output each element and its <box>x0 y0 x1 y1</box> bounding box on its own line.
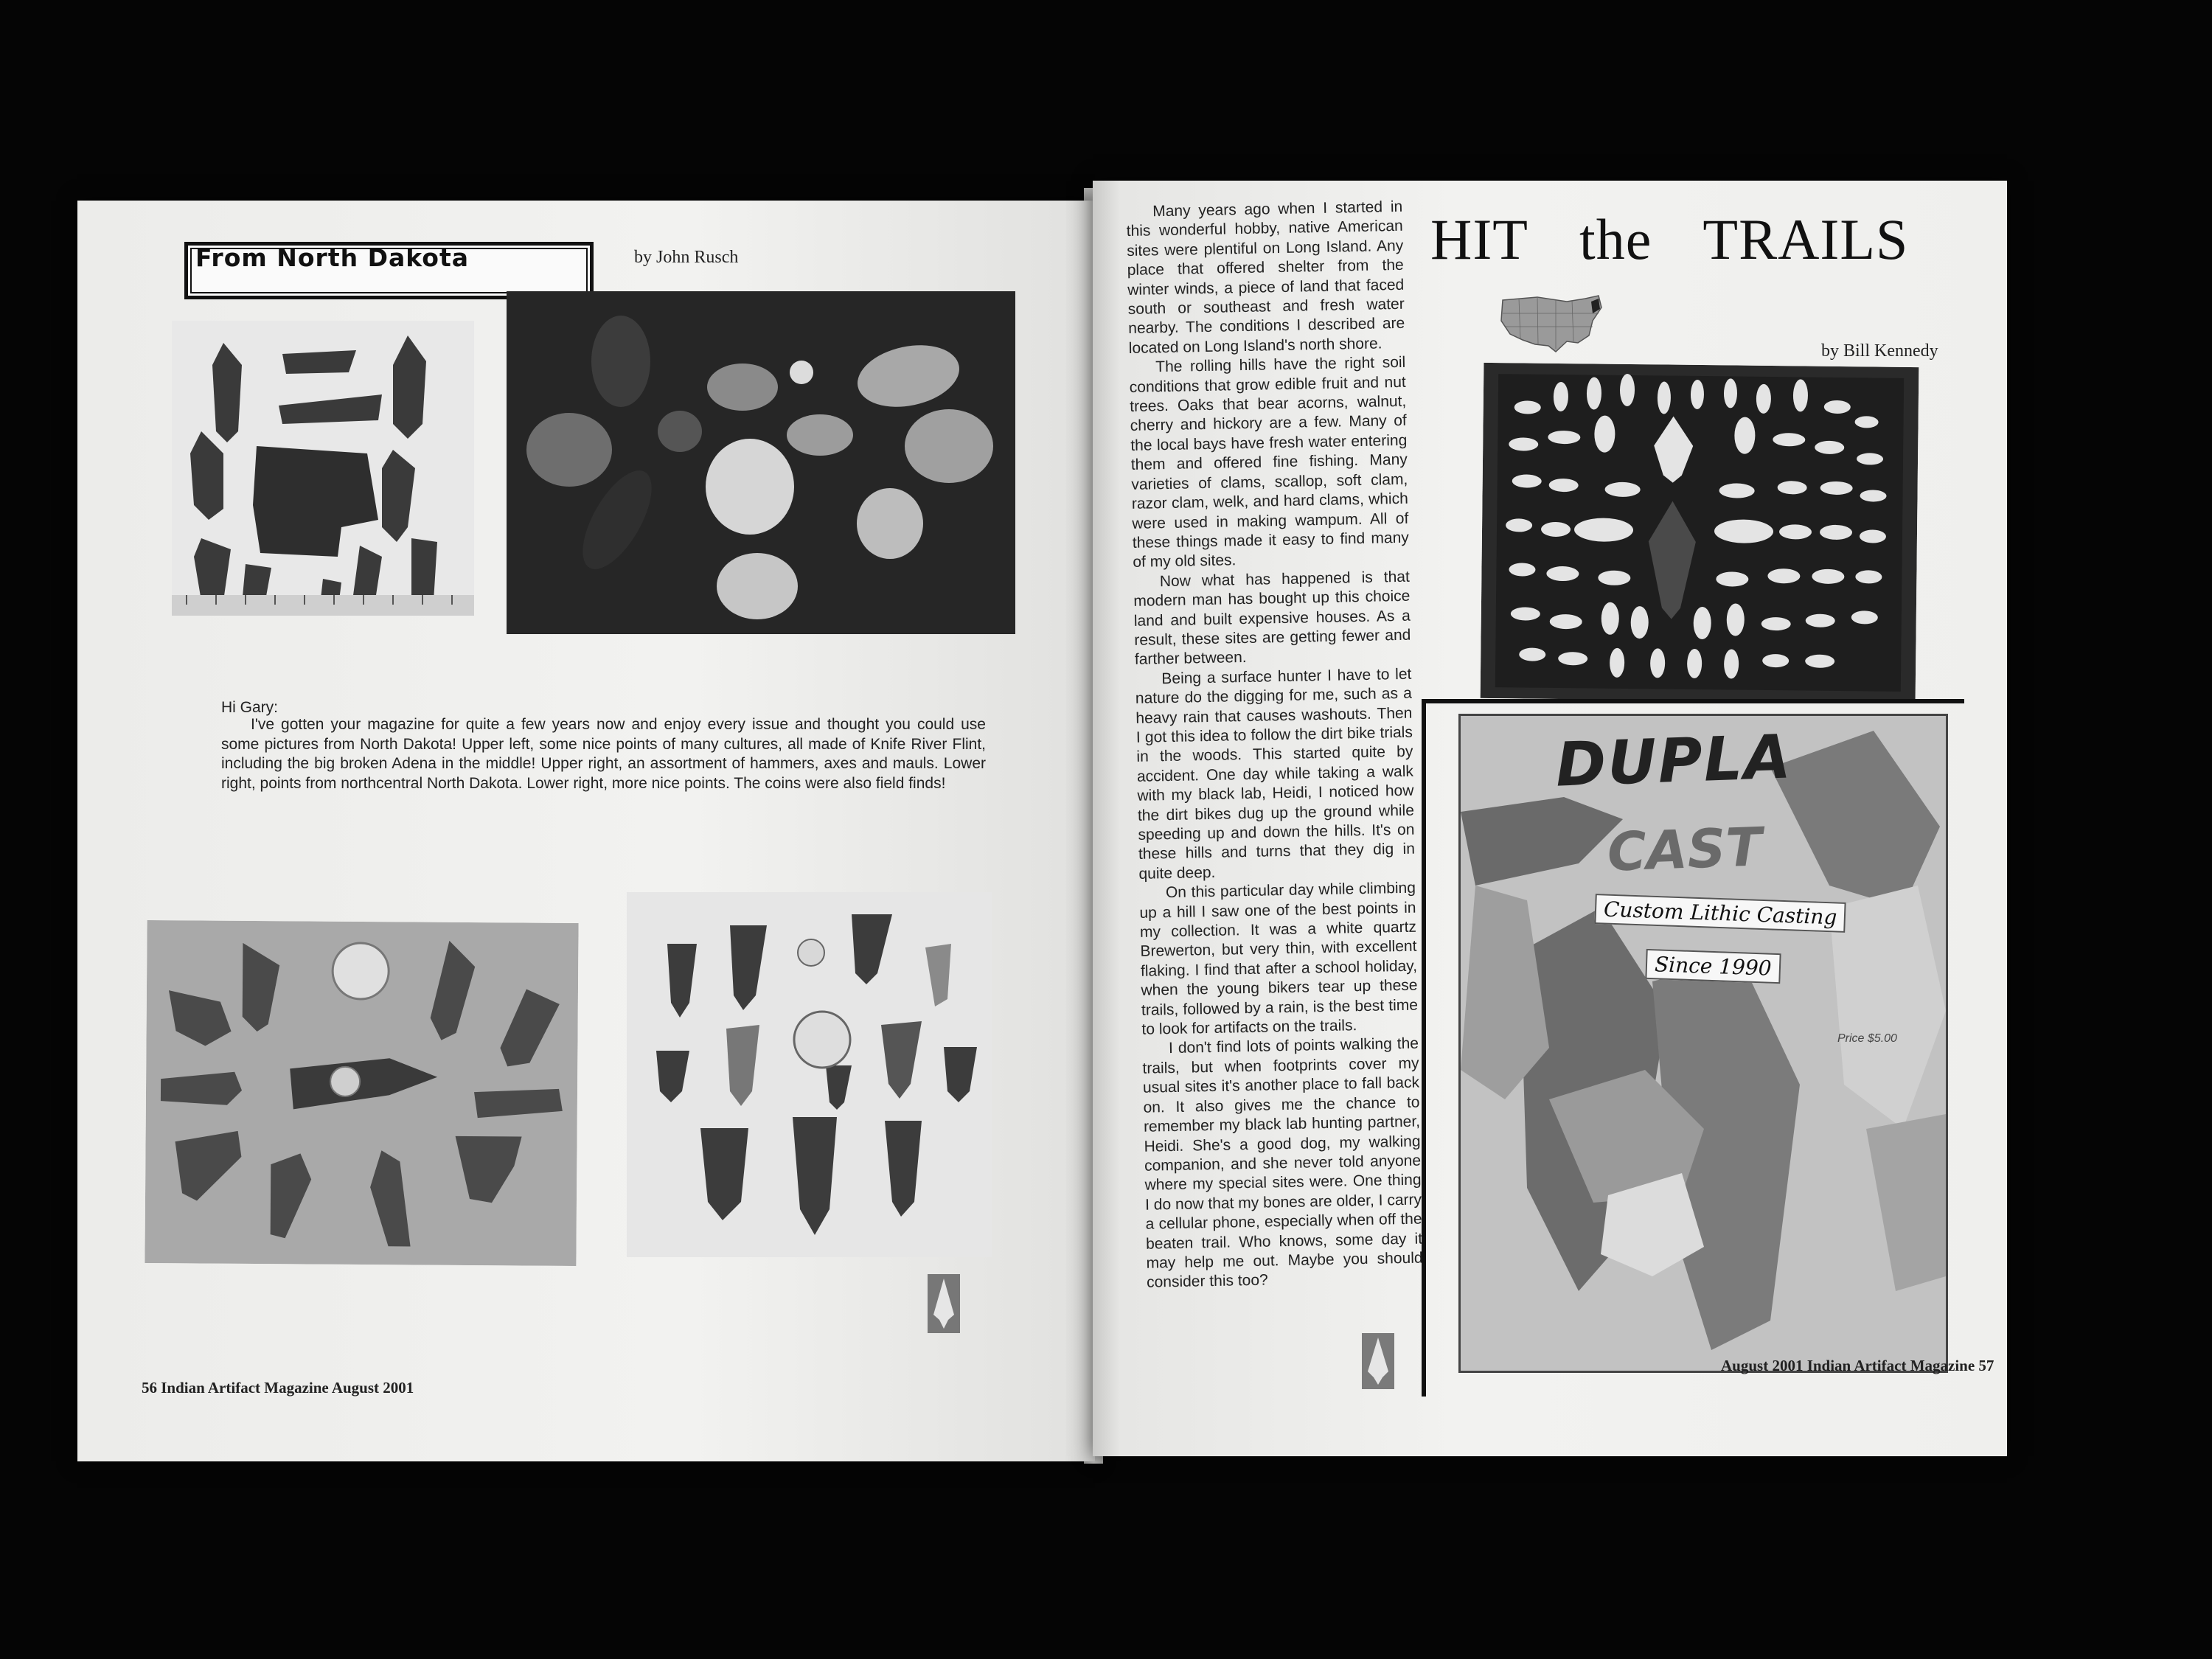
photo-points-collection <box>1481 363 1919 703</box>
byline-right: by Bill Kennedy <box>1821 341 1938 361</box>
photo-hammers-axes-mauls <box>507 291 1015 634</box>
ad-since-label: Since 1990 <box>1645 949 1781 984</box>
headline: HIT the TRAILS <box>1430 207 1909 271</box>
arrowhead-mark-icon <box>1362 1333 1394 1389</box>
byline-left: by John Rusch <box>634 248 739 267</box>
arrowhead-mark-icon <box>928 1274 960 1333</box>
footer-left: 56 Indian Artifact Magazine August 2001 <box>142 1379 414 1397</box>
ad-subtitle: CAST <box>1606 815 1763 883</box>
ad-title: DUPLA <box>1554 722 1794 801</box>
article-paragraph: Now what has happened is that modern man has bought up this choice land and built expensive houses. As a result, these sites are getting fewer and farther between. <box>1133 568 1411 669</box>
article-paragraph: Many years ago when I started in this wonderful hobby, native American sites were plentiful on Long Island. Any place that offered shelter from the winter winds, a piece of land that faced south or southeast and fresh water nearby. The conditions I described are located on Long Island's north shore. <box>1126 198 1405 357</box>
article-paragraph: The rolling hills have the right soil conditions that grow edible fruit and nut trees. Oaks that bear acorns, walnut, cherry and hickory are a few. Many of the local bays have fresh water entering them and offered fine fishing. Many varieties of clams, scallop, soft clam, razor clam, welk, and hard clams, which were used in making wampum. All of these things made it easy to find many of my old sites. <box>1129 354 1410 571</box>
article-paragraph: I don't find lots of points walking the trails, but when footprints cover my usual sites it's another place to fall back on. It also gives me the chance to remember my black lab hunting partner, Heidi. She's a good dog, my walking companion, and she never told anyone where my special sites were. One thing I do now that my bones are older, I carry a cellular phone, especially when off the beaten trail. Who knows, some day it may help me out. Maybe you should consider this too? <box>1142 1035 1423 1292</box>
photo-more-nice-points <box>627 892 992 1257</box>
ad-price: Price $5.00 <box>1837 1032 1897 1045</box>
article-column <box>1126 198 1423 1293</box>
letter-greeting: Hi Gary: <box>221 699 279 716</box>
article-paragraph: On this particular day while climbing up a hill I saw one of the best points in my collection. It was a white quartz Brewerton, but very thin, with excellent flaking. I find that after a school holiday, when the young bikers tear up these trails, followed by a rain, is the best time to look for artifacts on the trails. <box>1139 879 1419 1038</box>
us-map-icon <box>1497 291 1604 358</box>
footer-right: August 2001 Indian Artifact Magazine 57 <box>1721 1357 1994 1374</box>
ad-tagline: Custom Lithic Casting <box>1594 894 1846 933</box>
letter-body: I've gotten your magazine for quite a few years now and enjoy every issue and thought you could use some pictures from North Dakota! Upper left, some nice points of many cultures, all made of Knife River Flint, including the big broken Adena in the middle! Upper right, an assortment of hammers, axes and mauls. Lower right, points from northcentral North Dakota. Lower right, more nice points. The coins were also field finds! <box>221 716 986 792</box>
photo-knife-river-points <box>172 321 474 616</box>
section-title: From North Dakota <box>195 243 470 272</box>
article-paragraph: Being a surface hunter I have to let nature do the digging for me, such as a heavy rain that causes washouts. Then I got this idea to follow the dirt bike trials in the woods. This started quite by accident. One day while taking a walk with my black lab, Heidi, I noticed how the dirt bikes dug up the ground while speeding up and down the hills. It's on these hills and turns that they dig in quite deep. <box>1135 665 1416 883</box>
photo-points-northcentral <box>145 920 578 1266</box>
